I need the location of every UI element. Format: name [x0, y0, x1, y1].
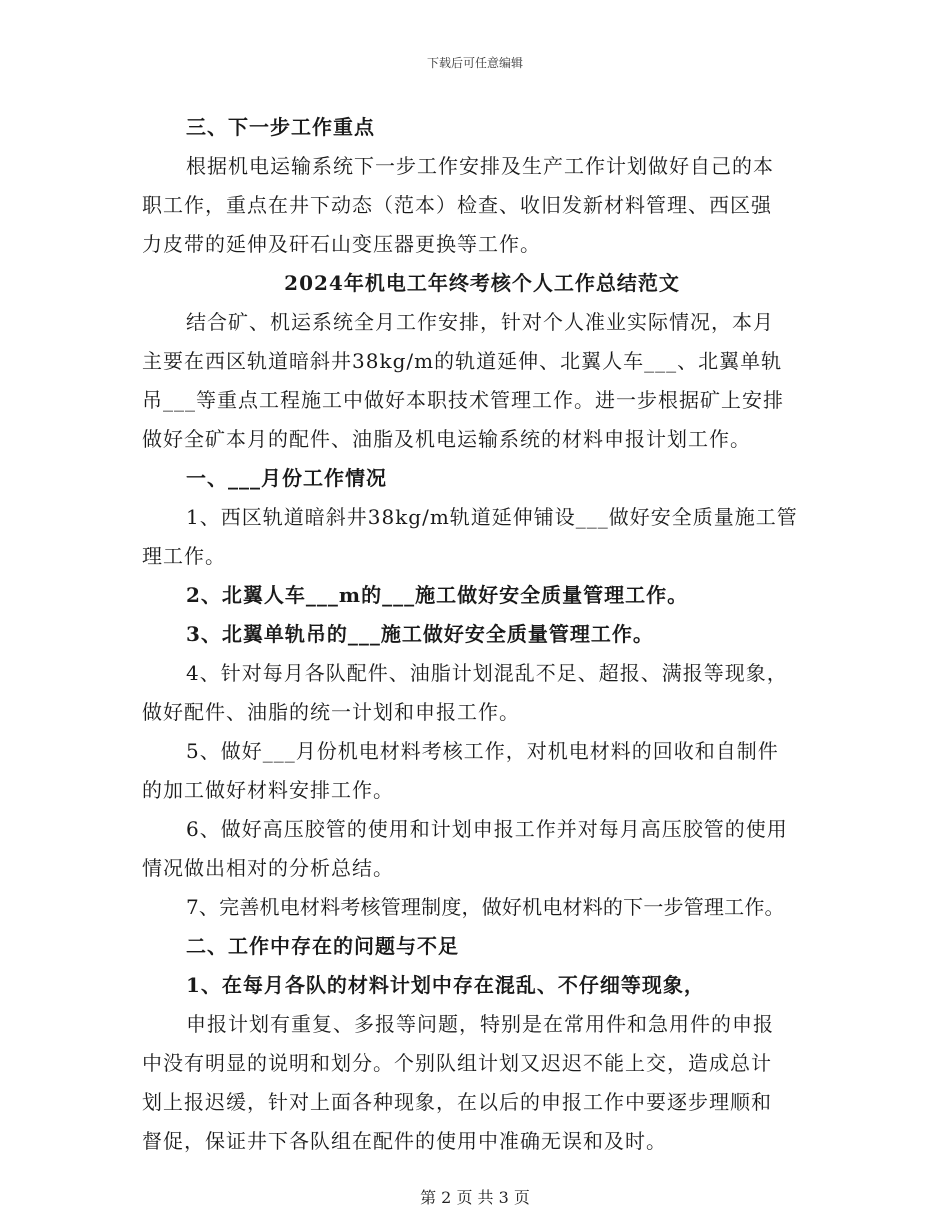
section-heading: 2、北翼人车___m的___施工做好安全质量管理工作。	[186, 583, 689, 607]
paragraph-line: 根据机电运输系统下一步工作安排及生产工作计划做好自己的本	[186, 154, 774, 178]
paragraph-line: 理工作。	[142, 544, 226, 568]
paragraph-line: 职工作，重点在井下动态（范本）检查、收旧发新材料管理、西区强	[142, 193, 772, 217]
paragraph-line: 做好全矿本月的配件、油脂及机电运输系统的材料申报计划工作。	[142, 427, 751, 451]
paragraph-line: 划上报迟缓，针对上面各种现象，在以后的申报工作中要逐步理顺和	[142, 1090, 772, 1114]
paragraph-line: 督促，保证井下各队组在配件的使用中准确无误和及时。	[142, 1129, 667, 1153]
section-heading: 3、北翼单轨吊的___施工做好安全质量管理工作。	[186, 622, 654, 646]
paragraph-line: 6、做好高压胶管的使用和计划申报工作并对每月高压胶管的使用	[186, 817, 788, 841]
paragraph-line: 中没有明显的说明和划分。个别队组计划又迟迟不能上交，造成总计	[142, 1051, 772, 1075]
section-title: 2024年机电工年终考核个人工作总结范文	[284, 271, 680, 295]
paragraph-line: 1、西区轨道暗斜井38kg/m轨道延伸铺设___做好安全质量施工管	[186, 505, 798, 529]
document-body	[142, 108, 822, 1161]
paragraph-line: 情况做出相对的分析总结。	[142, 856, 394, 880]
paragraph-line: 做好配件、油脂的统一计划和申报工作。	[142, 700, 520, 724]
paragraph-line: 7、完善机电材料考核管理制度，做好机电材料的下一步管理工作。	[186, 895, 785, 919]
section-heading: 一、___月份工作情况	[186, 466, 387, 490]
section-heading: 三、下一步工作重点	[186, 115, 375, 139]
paragraph-line: 吊___等重点工程施工中做好本职技术管理工作。进一步根据矿上安排	[142, 388, 784, 412]
paragraph-line: 5、做好___月份机电材料考核工作，对机电材料的回收和自制件	[186, 739, 779, 763]
paragraph-line: 主要在西区轨道暗斜井38kg/m的轨道延伸、北翼人车___、北翼单轨	[142, 349, 783, 373]
page-footer: 第 2 页 共 3 页	[420, 1188, 530, 1207]
paragraph-line: 力皮带的延伸及矸石山变压器更换等工作。	[142, 232, 541, 256]
paragraph-line: 的加工做好材料安排工作。	[142, 778, 394, 802]
paragraph-line: 4、针对每月各队配件、油脂计划混乱不足、超报、满报等现象，	[186, 661, 788, 685]
page-header: 下载后可任意编辑	[426, 56, 523, 70]
paragraph-line: 结合矿、机运系统全月工作安排，针对个人准业实际情况，本月	[186, 310, 774, 334]
section-heading: 二、工作中存在的问题与不足	[186, 934, 459, 958]
paragraph-line: 申报计划有重复、多报等问题，特别是在常用件和急用件的申报	[186, 1012, 774, 1036]
section-heading: 1、在每月各队的材料计划中存在混乱、不仔细等现象，	[186, 973, 705, 997]
